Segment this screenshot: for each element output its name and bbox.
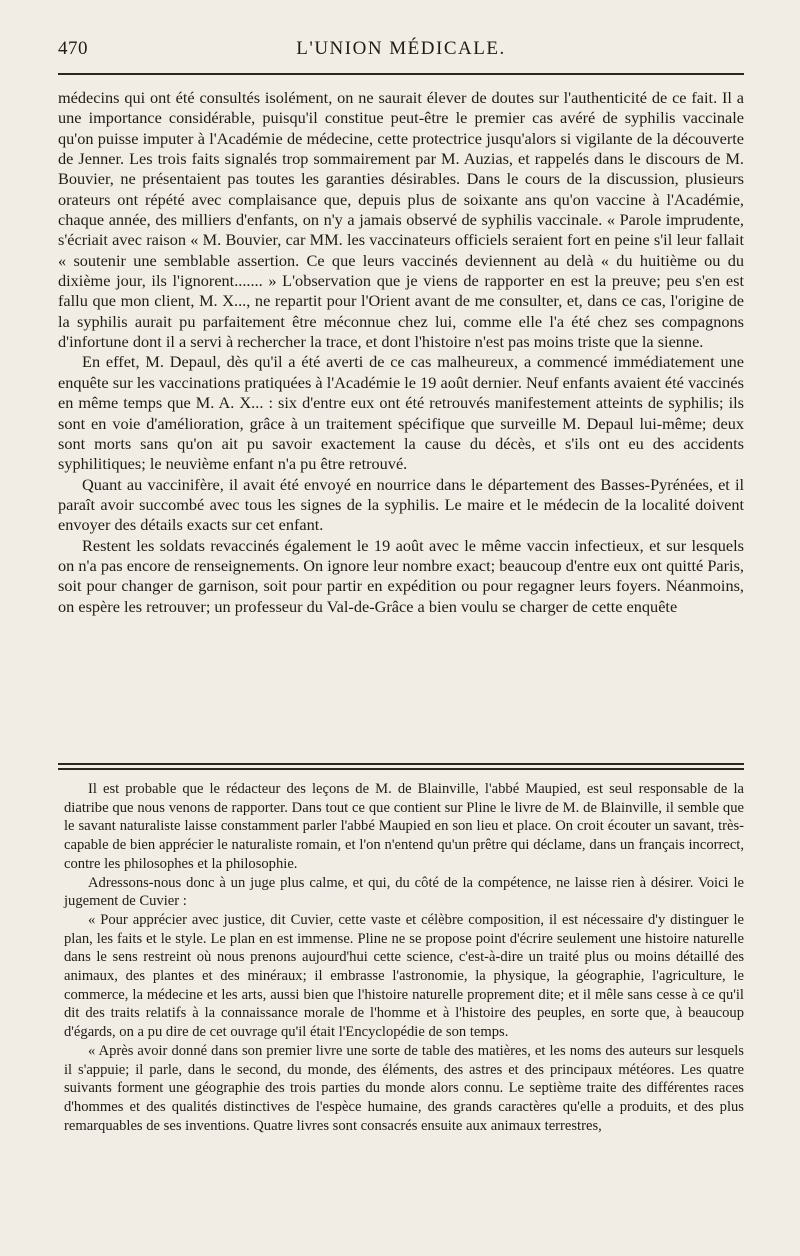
main-text bbox=[58, 88, 744, 617]
paragraph-depaul-inquiry: En effet, M. Depaul, dès qu'il a été averti de ce cas malheureux, a commencé immédiatement une enquête sur les vaccinations pratiquées à l'Académie le 19 août dernier. Neuf enfants avaient été vaccinés en même temps que M. A. X... : six d'entre eux ont été retrouvés manifestement atteints de syphilis; ils sont en voie d'amélioration, grâce à un traitement spécifique que surveille M. Depaul lui-même; deux sont morts sans qu'on ait pu savoir exactement la cause du décès, et s'ils ont eu des accidents syphilitiques; le neuvième enfant n'a pu être retrouvé. bbox=[58, 352, 744, 474]
note-paragraph-cuvier-quote-1: « Pour apprécier avec justice, dit Cuvier, cette vaste et célèbre composition, il est nécessaire d'y distinguer le plan, les faits et le style. Le plan en est immense. Pline ne se propose point d'écrire seulement une histoire naturelle dans le sens restreint où nous prenons aujourd'hui cette science, c'est-à-dire un traité plus ou moins détaillé des animaux, des plantes et des minéraux; il embrasse l'astronomie, la physique, la géographie, l'agriculture, le commerce, la médecine et les arts, aussi bien que l'histoire naturelle proprement dite; et il mêle sans cesse à ce qu'il dit des traits relatifs à la connaissance morale de l'homme et à l'histoire des peuples, en sorte que, à beaucoup d'égards, on a pu dire de cet ouvrage qu'il était l'Encyclopédie de son temps. bbox=[64, 911, 744, 1041]
page-number: 470 bbox=[58, 38, 88, 59]
note-paragraph-cuvier-quote-2: « Après avoir donné dans son premier livre une sorte de table des matières, et les noms des auteurs sur lesquels il s'appuie; il parle, dans le second, du monde, des éléments, des astres et des principaux météores. Les quatre suivants forment une géographie des trois parties du monde alors connu. Le septième traite des différentes races d'hommes et des qualités distinctives de l'espèce humaine, des grands caractères qu'elle a produits, et des plus remarquables de ses inventions. Quatre livres sont consacrés ensuite aux animaux terrestres, bbox=[64, 1042, 744, 1134]
paragraph-soldiers: Restent les soldats revaccinés également le 19 août avec le même vaccin infectieux, et sur lesquels on n'a pas encore de renseignements. On ignore leur nombre exact; beaucoup d'entre eux ont quitté Paris, soit pour changer de garnison, soit pour partir en expédition ou pour regagner leurs foyers. Néanmoins, on espère les retrouver; un professeur du Val-de-Grâce a bien voulu se charger de cette enquête bbox=[58, 535, 744, 616]
note-paragraph-blainville: Il est probable que le rédacteur des leçons de M. de Blainville, l'abbé Maupied, est seul responsable de la diatribe que nous venons de rapporter. Dans tout ce que contient sur Pline le livre de M. de Blainville, il semble que le savant naturaliste laisse constamment parler l'abbé Maupied en son lieu et place. On croit écouter un savant, très-capable de bien apprécier le naturaliste romain, et l'on n'entend qu'un prêtre qui déclame, dans un français incorrect, contre les philosophes et la philosophie. bbox=[64, 781, 744, 872]
feuilleton-text bbox=[64, 780, 744, 1135]
note-paragraph-cuvier-intro: Adressons-nous donc à un juge plus calme, et qui, du côté de la compétence, ne laisse rien à désirer. Voici le jugement de Cuvier : bbox=[64, 874, 744, 910]
header-rule bbox=[58, 73, 744, 75]
separator-rule-upper bbox=[58, 763, 744, 765]
separator-rule-lower bbox=[58, 768, 744, 770]
journal-title: L'UNION MÉDICALE. bbox=[296, 38, 506, 59]
paragraph-continued: médecins qui ont été consultés isolément, on ne saurait élever de doutes sur l'authenticité de ce fait. Il a une importance considérable, puisqu'il constitue peut-être le premier cas avéré de syphilis vaccinale qu'on puisse imputer à l'Académie de médecine, cette protectrice jusqu'alors si vigilante de la découverte de Jenner. Les trois faits signalés trop sommairement par M. Auzias, et rappelés dans le discours de M. Bouvier, ne présentaient pas toutes les garanties désirables. Dans le cours de la discussion, plusieurs orateurs ont répété avec complaisance que, depuis plus de soixante ans qu'on vaccine à l'Académie, chaque année, des milliers d'enfants, on n'y a jamais observé de syphilis vaccinale. « Parole imprudente, s'écriait avec raison « M. Bouvier, car MM. les vaccinateurs officiels seraient fort en peine s'il leur fallait « soutenir une semblable assertion. Ce que leurs vaccinés deviennent au delà « du huitième ou du dixième jour, ils l'ignorent....... » L'observation que je viens de rapporter en est la preuve; peu s'en est fallu que mon client, M. X..., ne repartit pour l'Orient avant de me consulter, et, dans ce cas, l'origine de la syphilis aurait pu parfaitement être méconnue chez lui, comme elle l'a été chez ses compagnons d'infortune dont il a servi à rechercher la trace, et dont l'histoire n'est pas moins triste que la sienne. bbox=[58, 88, 744, 352]
paragraph-vaccinifere: Quant au vaccinifère, il avait été envoyé en nourrice dans le département des Basses-Pyrénées, et il paraît avoir succombé avec tous les signes de la syphilis. Le maire et le médecin de la localité doivent envoyer des détails exacts sur cet enfant. bbox=[58, 474, 744, 535]
page-header bbox=[58, 38, 744, 66]
